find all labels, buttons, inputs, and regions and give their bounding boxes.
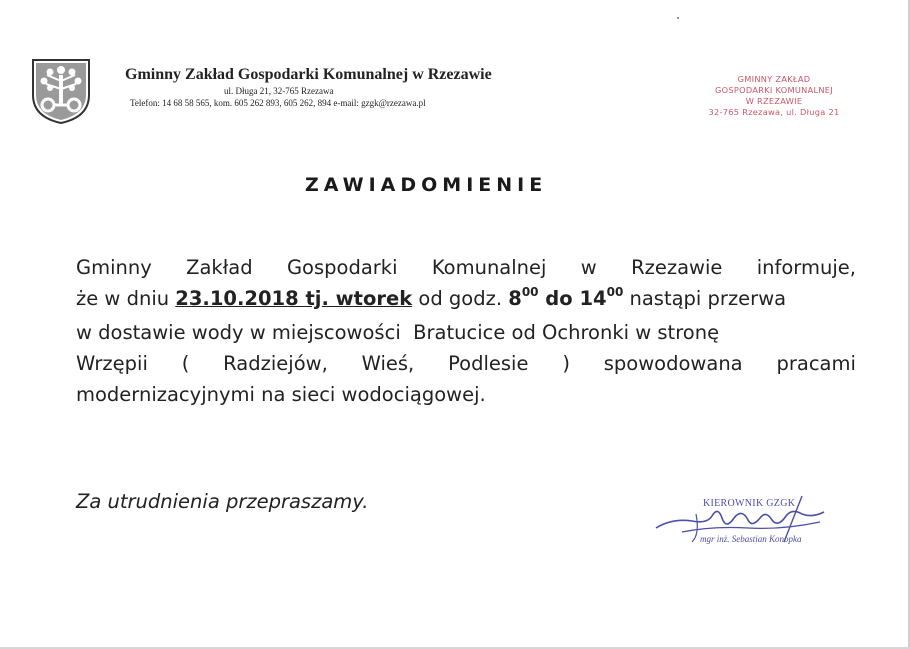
word: Wieś,: [361, 352, 415, 375]
hour-from: 8: [508, 287, 522, 310]
outage-date: 23.10.2018 tj. wtorek: [175, 287, 413, 310]
word: Gminny: [76, 256, 152, 279]
word: w: [580, 256, 597, 279]
stamp-line: GMINNY ZAKŁAD: [737, 74, 811, 84]
hour-to-minutes: 00: [606, 285, 624, 299]
notice-line-5: modernizacyjnymi na sieci wodociągowej.: [76, 383, 486, 406]
signature-name: mgr inż. Sebastian Konopka: [700, 534, 802, 544]
stamp-line: 32-765 Rzezawa, ul. Długa 21: [708, 107, 840, 117]
word: Podlesie: [448, 352, 529, 375]
scan-speck: [677, 17, 679, 19]
word: Radziejów,: [223, 352, 328, 375]
notice-line-3: w dostawie wody w miejscowości Bratucice od Ochronki w stronę: [76, 321, 720, 344]
signature-title: KIEROWNIK GZGK: [703, 498, 796, 509]
text: nastąpi przerwa: [623, 287, 787, 310]
notice-line-2: [76, 283, 856, 317]
coat-of-arms-icon: [30, 57, 92, 125]
word: pracami: [776, 352, 856, 375]
handwritten-signature: [652, 488, 842, 550]
hour-to: do 14: [538, 287, 607, 310]
notice-body: [76, 252, 856, 410]
word: spowodowana: [603, 352, 743, 375]
notice-line-1: [76, 252, 856, 283]
word: (: [181, 352, 190, 375]
word: Rzezawie: [631, 256, 723, 279]
text: od godz.: [412, 287, 509, 310]
apology-text: Za utrudnienia przepraszamy.: [76, 490, 369, 513]
notice-title: ZAWIADOMIENIE: [305, 174, 548, 196]
hour-from-minutes: 00: [521, 285, 539, 299]
organization-address: ul. Długa 21, 32-765 Rzezawa: [224, 86, 334, 96]
word: Gospodarki: [286, 256, 398, 279]
notice-line-4: [76, 348, 856, 379]
text: że w dniu: [76, 287, 176, 310]
stamp-line: GOSPODARKI KOMUNALNEJ: [715, 85, 833, 95]
stamp-line: W RZEZAWIE: [745, 96, 803, 106]
organization-name: Gminny Zakład Gospodarki Komunalnej w Rzezawie: [125, 66, 492, 83]
word: Zakład: [186, 256, 253, 279]
word: ): [562, 352, 570, 375]
word: informuje,: [756, 256, 856, 279]
word: Wrzępii: [76, 352, 148, 375]
organization-contact: Telefon: 14 68 58 565, kom. 605 262 893, 605 262, 894 e-mail: gzgk@rzezawa.pl: [130, 98, 426, 108]
company-stamp: [696, 74, 852, 118]
word: Komunalnej: [431, 256, 547, 279]
